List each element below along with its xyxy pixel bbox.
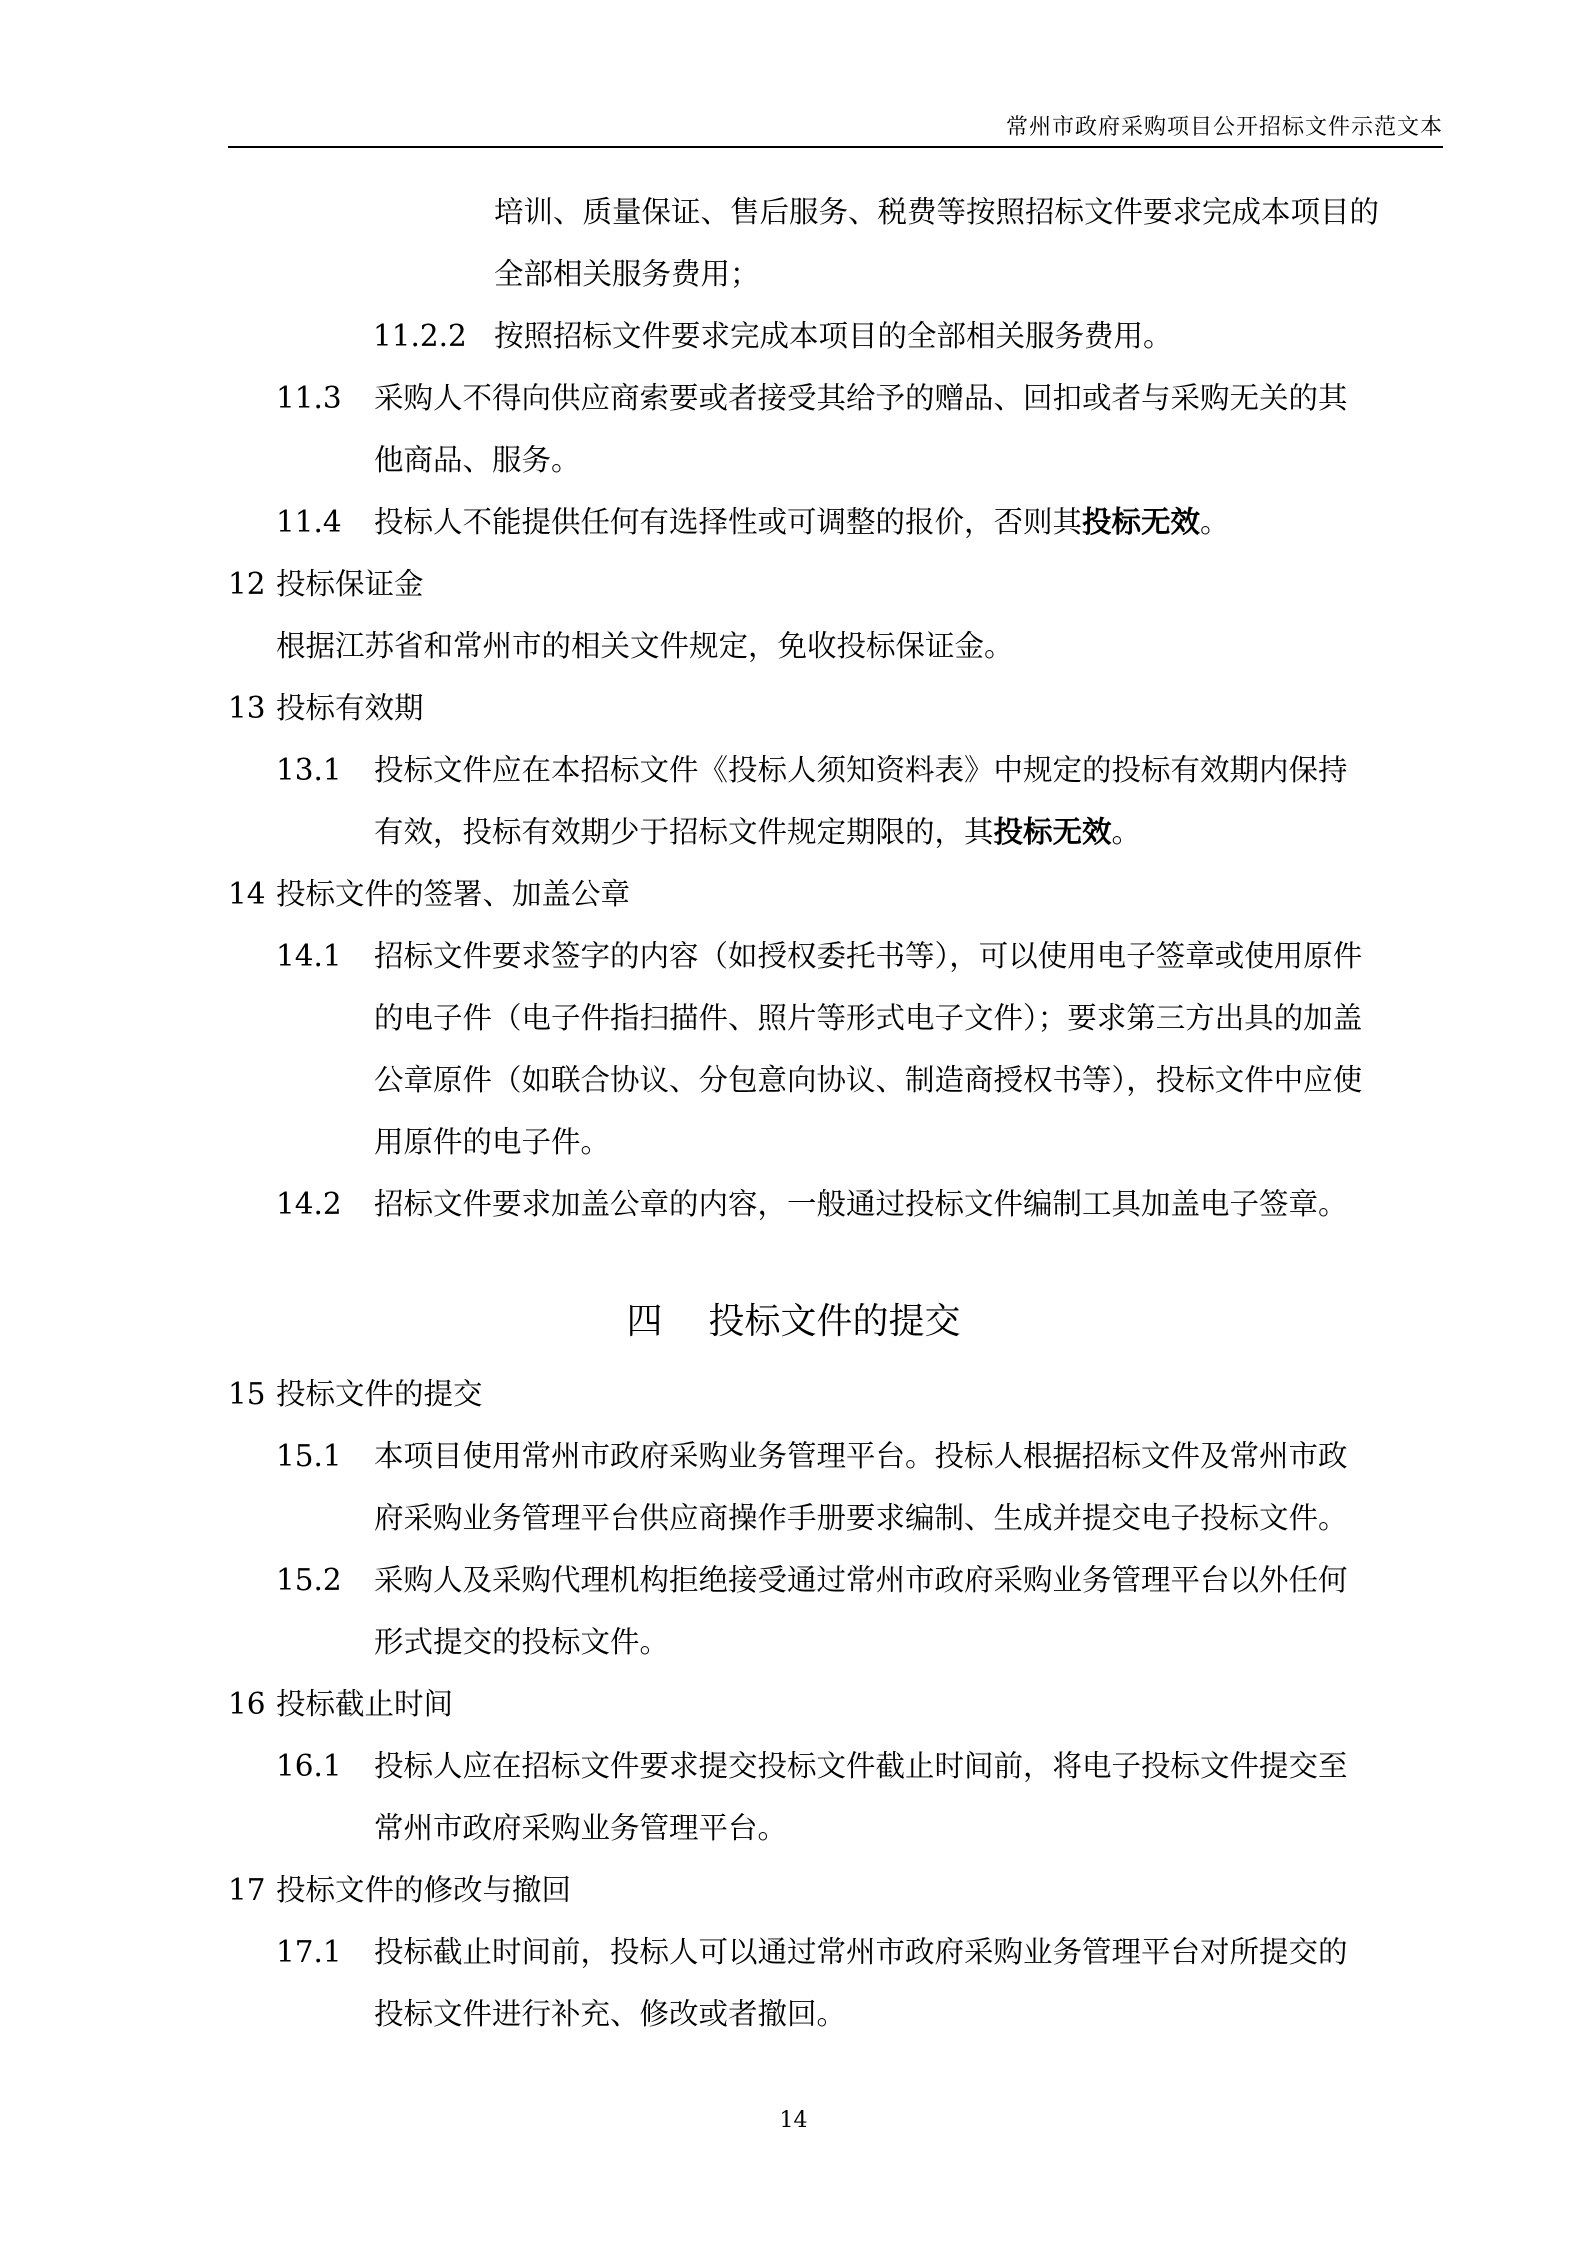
clause-number: 11.2.2 [373, 319, 467, 353]
page-number: 14 [779, 2108, 808, 2133]
paragraph-line: 全部相关服务费用； [494, 257, 760, 291]
clause-number: 14.1 [276, 939, 342, 973]
section-heading: 投标截止时间 [276, 1687, 454, 1721]
section-heading: 投标文件的提交 [276, 1377, 483, 1411]
paragraph-line: 府采购业务管理平台供应商操作手册要求编制、生成并提交电子投标文件。 [374, 1501, 1348, 1535]
clause-number: 16.1 [276, 1749, 342, 1783]
section-heading: 投标有效期 [276, 691, 424, 725]
section-number: 13 [228, 691, 266, 725]
clause-number: 11.4 [276, 505, 342, 539]
paragraph-line: 有效，投标有效期少于招标文件规定期限的，其投标无效。 [374, 814, 1142, 849]
clause-number: 14.2 [276, 1187, 342, 1221]
paragraph-line: 本项目使用常州市政府采购业务管理平台。投标人根据招标文件及常州市政 [374, 1439, 1348, 1473]
clause-number: 15.1 [276, 1439, 342, 1473]
clause-number: 15.2 [276, 1563, 342, 1597]
section-heading: 投标文件的签署、加盖公章 [276, 877, 631, 911]
paragraph-line: 用原件的电子件。 [374, 1125, 611, 1159]
paragraph-line: 公章原件（如联合协议、分包意向协议、制造商授权书等），投标文件中应使 [374, 1063, 1363, 1097]
paragraph-line: 按照招标文件要求完成本项目的全部相关服务费用。 [494, 319, 1173, 353]
section-number: 12 [228, 567, 266, 601]
section-heading: 投标文件的修改与撤回 [276, 1873, 572, 1907]
chapter-title: 投标文件的提交 [708, 1301, 961, 1342]
section-number: 16 [228, 1687, 266, 1721]
paragraph-line: 采购人及采购代理机构拒绝接受通过常州市政府采购业务管理平台以外任何 [374, 1563, 1348, 1597]
paragraph-line: 的电子件（电子件指扫描件、照片等形式电子文件）；要求第三方出具的加盖 [374, 1001, 1363, 1035]
emphasis-text: 投标无效 [1082, 504, 1201, 539]
paragraph-line: 投标文件应在本招标文件《投标人须知资料表》中规定的投标有效期内保持 [374, 753, 1348, 787]
paragraph-line: 投标人不能提供任何有选择性或可调整的报价，否则其投标无效。 [374, 504, 1230, 539]
paragraph-line: 形式提交的投标文件。 [374, 1625, 670, 1659]
header-title: 常州市政府采购项目公开招标文件示范文本 [1005, 115, 1443, 140]
paragraph-line: 常州市政府采购业务管理平台。 [374, 1811, 788, 1845]
emphasis-text: 投标无效 [993, 814, 1112, 849]
section-number: 14 [228, 877, 266, 911]
section-heading: 投标保证金 [276, 567, 424, 601]
section-number: 15 [228, 1377, 266, 1411]
paragraph-line: 培训、质量保证、售后服务、税费等按照招标文件要求完成本项目的 [494, 195, 1380, 229]
paragraph-line: 投标截止时间前，投标人可以通过常州市政府采购业务管理平台对所提交的 [374, 1935, 1348, 1969]
chapter-heading [0, 1300, 1587, 1344]
section-number: 17 [228, 1873, 266, 1907]
paragraph-line: 根据江苏省和常州市的相关文件规定，免收投标保证金。 [276, 629, 1014, 663]
paragraph-line: 采购人不得向供应商索要或者接受其给予的赠品、回扣或者与采购无关的其 [374, 381, 1348, 415]
paragraph-line: 招标文件要求加盖公章的内容，一般通过投标文件编制工具加盖电子签章。 [374, 1187, 1348, 1221]
paragraph-line: 他商品、服务。 [374, 443, 581, 477]
chapter-number: 四 [626, 1301, 663, 1342]
page-header [228, 110, 1443, 148]
clause-number: 17.1 [276, 1935, 342, 1969]
clause-number: 13.1 [276, 753, 342, 787]
paragraph-line: 招标文件要求签字的内容（如授权委托书等），可以使用电子签章或使用原件 [374, 939, 1363, 973]
paragraph-line: 投标人应在招标文件要求提交投标文件截止时间前，将电子投标文件提交至 [374, 1749, 1348, 1783]
paragraph-line: 投标文件进行补充、修改或者撤回。 [374, 1997, 847, 2031]
clause-number: 11.3 [276, 381, 342, 415]
